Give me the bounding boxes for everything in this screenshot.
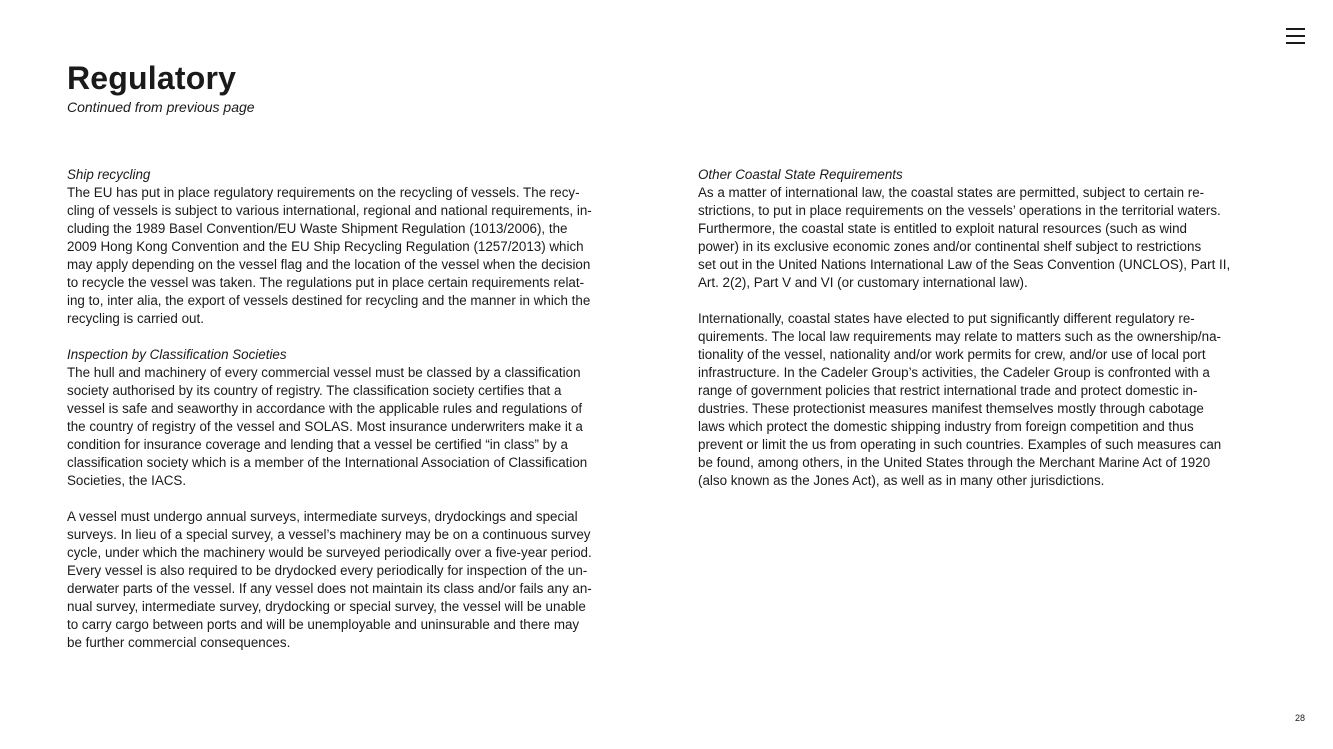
section-heading: Inspection by Classification Societies — [67, 347, 287, 362]
section-body: The EU has put in place regulatory requirements on the recycling of vessels. The recy- cling of vessels is subject to various international, regional and national requirements, in- cluding the 1989 Basel Convention/EU Waste Shipment Regulation (1013/2006), the 2009 Hong Kong Convention and the EU Ship Recycling Regulation (1257/2013) which may apply depending on the vessel flag and the location of the vessel when the decision to recycle the vessel was taken. The regulations put in place certain requirements relat- ing to, inter alia, the export of vessels destined for recycling and the manner in which the recycling is carried out. — [67, 185, 592, 326]
section-inspection — [67, 346, 635, 490]
page-subtitle: Continued from previous page — [67, 99, 255, 115]
page-number: 28 — [1295, 713, 1306, 723]
section-body-continued: A vessel must undergo annual surveys, intermediate surveys, drydockings and special surveys. In lieu of a special survey, a vessel’s machinery may be on a continuous survey cycle, under which the machinery would be surveyed periodically over a five-year period. Every vessel is also required to be drydocked every periodically for inspection of the un- derwater parts of the vessel. If any vessel does not maintain its class and/or fails any an- nual survey, intermediate survey, drydocking or special survey, the vessel will be unable to carry cargo between ports and will be unemployable and uninsurable and there may be further commercial consequences. — [67, 509, 592, 650]
left-column — [67, 166, 635, 670]
section-coastal-requirements — [698, 166, 1266, 292]
right-column — [698, 166, 1266, 508]
section-ship-recycling — [67, 166, 635, 328]
menu-icon-bar — [1286, 28, 1305, 30]
page-title: Regulatory — [67, 60, 237, 96]
section-body: As a matter of international law, the coastal states are permitted, subject to certain re- strictions, to put in place requirements on the vessels’ operations in the territorial waters. Furthermore, the coastal state is entitled to exploit natural resources (such as wind power) in its exclusive economic zones and/or continental shelf subject to restrictions set out in the United Nations International Law of the Seas Convention (UNCLOS), Part II, Art. 2(2), Part V and VI (or customary international law). — [698, 185, 1231, 290]
section-body: The hull and machinery of every commercial vessel must be classed by a classification society authorised by its country of registry. The classification society certifies that a vessel is safe and seaworthy in accordance with the applicable rules and regulations of the country of registry of the vessel and SOLAS. Most insurance underwriters make it a condition for insurance coverage and lending that a vessel be certified “in class” by a classification society which is a member of the International Association of Classification Societies, the IACS. — [67, 365, 588, 488]
menu-icon-bar — [1286, 42, 1305, 44]
section-heading: Ship recycling — [67, 167, 151, 182]
hamburger-menu-icon[interactable] — [1286, 27, 1306, 45]
section-body-continued: Internationally, coastal states have elected to put significantly different regulatory re- quirements. The local law requirements may relate to matters such as the ownership/na- tionality of the vessel, nationality and/or work permits for crew, and/or use of local port infrastructure. In the Cadeler Group’s activities, the Cadeler Group is confronted with a range of government policies that restrict international trade and protect domestic in- dustries. These protectionist measures manifest themselves mostly through cabotage laws which protect the domestic shipping industry from foreign competition and thus prevent or limit the us from operating in such countries. Examples of such measures can be found, among others, in the United States through the Merchant Marine Act of 1920 (also known as the Jones Act), as well as in many other jurisdictions. — [698, 311, 1222, 488]
section-heading: Other Coastal State Requirements — [698, 167, 903, 182]
menu-icon-bar — [1286, 35, 1305, 37]
